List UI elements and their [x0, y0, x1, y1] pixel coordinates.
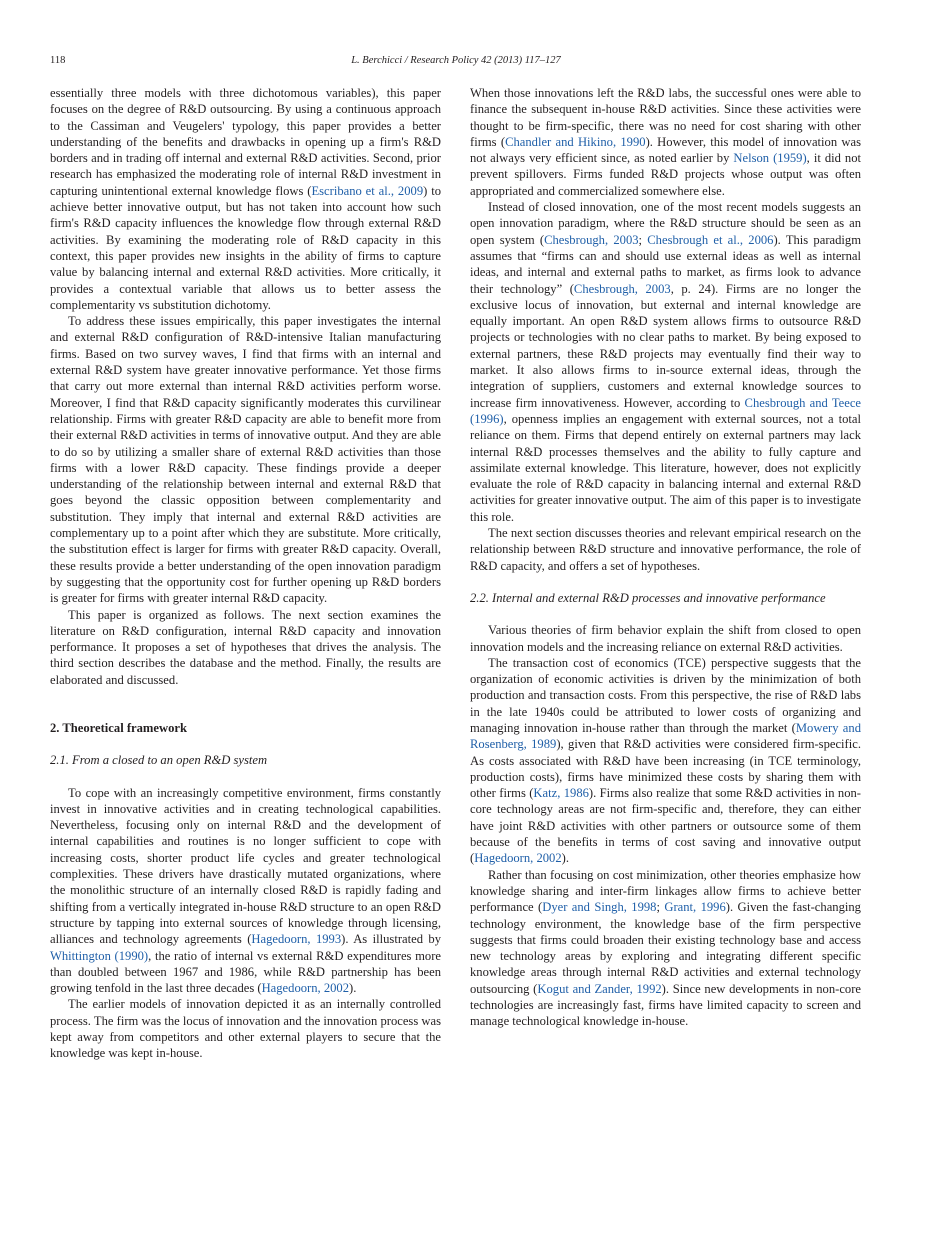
paragraph: essentially three models with three dichotomous variables), this paper focuses on the degree of R&D outsourcing. By using a continuous approach to the Cassiman and Veugelers' typology, this paper provides a better understanding of the benefits and drawbacks in opening up a firm's R&D borders and in trading off internal and external R&D activities. Second, prior research has emphasized the moderating role of internal R&D investment in capturing unintentional external knowledge flows (Escribano et al., 2009) to achieve better innovative output, but has not taken into account how such firm's R&D capacity influences the knowledge flow through external R&D activities. By examining the moderating role of R&D capacity in this context, this paper provides new insights in the ability of firms to capture value by balancing internal and external R&D activities. More critically, it provides a contextual variable that allows us to better assess the complementarity vs substitution dichotomy.	[50, 86, 442, 312]
citation-link[interactable]: Chandler and Hikino, 1990	[505, 134, 646, 149]
citation-link[interactable]: Mowery and Rosenberg, 1989	[470, 720, 861, 752]
citation-link[interactable]: Chesbrough, 2003	[573, 281, 671, 296]
citation-link[interactable]: Hagedoorn, 1993	[251, 932, 342, 947]
citation-link[interactable]: Chesbrough, 2003	[544, 232, 639, 247]
citation-link[interactable]: Nelson (1959)	[733, 151, 807, 166]
left-column	[50, 85, 441, 1062]
paragraph: Instead of closed innovation, one of the most recent models suggests an open innovation paradigm, where the R&D structure should be seen as an open system (Chesbrough, 2003; Chesbrough et al., 2006). This paradigm assumes that “firms can and should use external ideas as well as internal ideas, and internal and external paths to market, as firms look to advance their technology” (Chesbrough, 2003, p. 24). Firms are no longer the exclusive locus of innovation, but external and internal knowledge are equally important. An open R&D system allows firms to outsource R&D projects or technologies with no clear paths to market. By being exposed to external partners, these R&D projects may eventually find their way to market. It also allows firms to in-source external ideas, through the integration of suppliers, customers and external knowledge sources to increase firm innovativeness. However, according to Chesbrough and Teece (1996), openness implies an engagement with external sources, not a total reliance on them. Firms that depend entirely on external partners may lack internal R&D processes themselves and the ability to fully capture and assimilate external knowledge. This literature, however, does not explicitly evaluate the role of R&D capacity in balancing internal and external R&D activities for greater innovative output. The aim of this paper is to investigate this role.	[470, 200, 861, 524]
paragraph: When those innovations left the R&D labs, the successful ones were able to finance the subsequent in-house R&D activities. Since these activities were thought to be firm-specific, there was no need for cost sharing with other firms (Chandler and Hikino, 1990). However, this model of innovation was not always very efficient since, as noted earlier by Nelson (1959), it did not prevent spillovers. Firms funded R&D projects whose output was often appropriated and commercialized somewhere else.	[470, 86, 862, 198]
citation-link[interactable]: Chesbrough et al., 2006	[647, 232, 774, 247]
citation-link[interactable]: Kogut and Zander, 1992	[537, 981, 662, 996]
citation-link[interactable]: Katz, 1986	[533, 786, 589, 801]
section-title: 2. Theoretical framework	[50, 720, 187, 735]
page-number: 118	[50, 55, 66, 66]
paragraph: The transaction cost of economics (TCE) perspective suggests that the organization of economic activities is driven by the minimization of both production and transaction costs. From this perspective, the rise of R&D labs in the late 1940s could be attributed to lower costs of organizing and managing innovation in-house rather than through the market (Mowery and Rosenberg, 1989), given that R&D activities were considered firm-specific. As costs associated with R&D have been increasing (in TCE terminology, production costs), firms have minimized these costs by sharing them with other firms (Katz, 1986). Firms also realize that some R&D activities in non-core technology areas are not firm-specific and, therefore, they can either have joint R&D activities with other partners or outsource some of them because of the benefits in terms of cost saving and innovative output (Hagedoorn, 2002).	[470, 655, 862, 866]
citation-link[interactable]: Escribano et al., 2009	[311, 183, 424, 198]
paragraph: To address these issues empirically, this paper investigates the internal and external R&D configuration of R&D-intensive Italian manufacturing firms. Based on two survey waves, I find that firms with an internal and external R&D system have greater innovative performance. Yet those firms that carry out more external than internal R&D activities perform worse. Moreover, I find that R&D capacity significantly moderates this curvilinear relationship. Firms with greater R&D capacity are able to benefit more from their external R&D activities in terms of innovative output. And they are able to do so by utilizing a smaller share of external R&D activities than those firms with a lower R&D capacity. These findings provide a deeper understanding of the relationship between internal and external R&D that goes beyond the classic opposition between complementarity and substitution. They imply that internal and external R&D activities are complementary up to a point after which they are substitute. More critically, the substitution effect is larger for firms with greater R&D capacity. Overall, these results provide a better understanding of the open innovation paradigm by suggesting that the opportunity cost for further opening up R&D borders is greater for firms with greater internal R&D capacity.	[50, 314, 441, 606]
subsection-title: 2.1. From a closed to an open R&D system	[50, 753, 268, 768]
page-header	[50, 55, 862, 69]
right-column	[470, 85, 861, 1030]
paragraph: The next section discusses theories and relevant empirical research on the relationship between R&D structure and innovative performance, the role of R&D capacity, and offers a set of hypotheses.	[470, 526, 861, 573]
paragraph: To cope with an increasingly competitive environment, firms constantly invest in innovative activities and in creating technological capabilities. Nevertheless, focusing only on internal R&D and the development of internal capabilities and routines is no longer sufficient to cope with increasing costs, shorter product life cycles and greater technological complexities. These drivers have drastically mutated organizations, where the monolithic structure of an internally closed R&D is rapidly fading and shifting from a vertically integrated in-house R&D structure to an open R&D structure by tapping into external sources of knowledge through licensing, alliances and technology agreements (Hagedoorn, 1993). As illustrated by Whittington (1990), the ratio of internal vs external R&D expenditures more than doubled between 1967 and 1986, while R&D partnership has been growing tenfold in the last three decades (Hagedoorn, 2002).	[50, 785, 442, 996]
paragraph: Various theories of firm behavior explain the shift from closed to open innovation models and the increasing reliance on external R&D activities.	[470, 623, 861, 654]
subsection-title: 2.2. Internal and external R&D processes and innovative performance	[470, 590, 826, 605]
citation-link[interactable]: Hagedoorn, 2002	[474, 851, 562, 866]
running-title: L. Berchicci / Research Policy 42 (2013) 117–127	[351, 55, 561, 66]
citation-link[interactable]: Chesbrough and Teece (1996)	[470, 395, 861, 426]
paragraph: This paper is organized as follows. The next section examines the literature on R&D configuration, internal R&D capacity and innovation performance. It proposes a set of hypotheses that drives the analysis. The third section describes the database and the method. Finally, the results are elaborated and discussed.	[50, 607, 441, 687]
citation-link[interactable]: Grant, 1996	[664, 900, 726, 915]
citation-link[interactable]: Dyer and Singh, 1998	[542, 900, 657, 915]
paragraph: The earlier models of innovation depicted it as an internally controlled process. The firm was the locus of innovation and the innovation process was kept away from competitors and other external players to secure that the knowledge was kept in-house.	[50, 997, 441, 1061]
paragraph: Rather than focusing on cost minimization, other theories emphasize how knowledge sharing and inter-firm linkages allow firms to achieve better performance (Dyer and Singh, 1998; Grant, 1996). Given the fast-changing technology environment, the knowledge base of the firm perspective suggests that firms could broaden their existing technology base and access new technology areas by exploring and integrating different specific knowledge areas through internal R&D activities and external technology outsourcing (Kogut and Zander, 1992). Since new developments in non-core technologies are increasingly fast, firms have limited capacity to screen and manage technological knowledge in-house.	[470, 867, 862, 1029]
citation-link[interactable]: Whittington (1990)	[50, 948, 149, 963]
citation-link[interactable]: Hagedoorn, 2002	[261, 981, 350, 996]
